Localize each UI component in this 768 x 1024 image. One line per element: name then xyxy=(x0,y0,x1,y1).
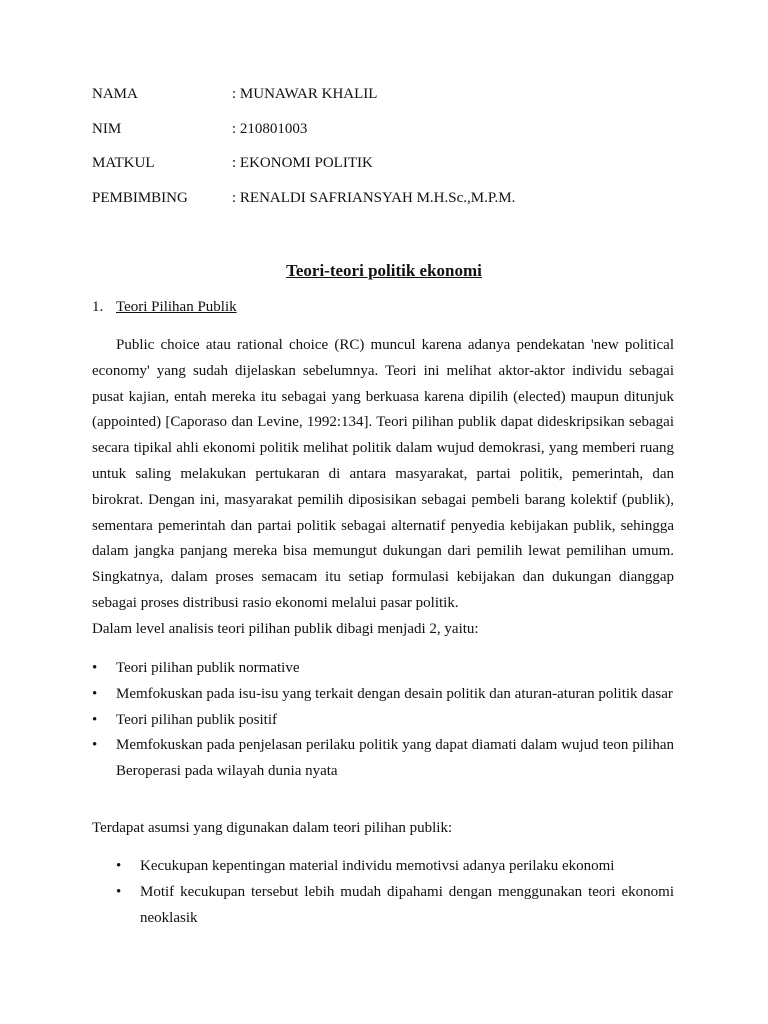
list-item-text: Teori pilihan publik positif xyxy=(116,711,278,728)
section-number: 1. xyxy=(92,299,104,315)
bullet-icon: • xyxy=(116,858,122,874)
info-label: PEMBIMBING xyxy=(92,189,188,206)
list-item-text: Memfokuskan pada penjelasan perilaku politik yang dapat diamati dalam wujud teon pilihan Beroperasi pada wilayah dunia nyata xyxy=(116,737,674,780)
bullet-icon: • xyxy=(92,737,98,754)
section-title: Teori Pilihan Publik xyxy=(116,299,237,315)
info-label: NAMA xyxy=(92,86,138,102)
list-item xyxy=(92,656,674,682)
document-title: Teori-teori politik ekonomi xyxy=(286,261,482,280)
info-label: MATKUL xyxy=(92,155,155,171)
info-label: NIM xyxy=(92,120,122,137)
assumptions-list xyxy=(116,854,674,931)
levels-list xyxy=(92,656,674,785)
list-item-text: Memfokuskan pada isu-isu yang terkait dengan desain politik dan aturan-aturan politik dasar xyxy=(116,685,673,702)
list-item-text: Motif kecukupan tersebut lebih mudah dipahami dengan menggunakan teori ekonomi neoklasik xyxy=(140,883,674,926)
info-value: : EKONOMI POLITIK xyxy=(232,155,373,171)
info-value: : 210801003 xyxy=(232,120,308,137)
list-item xyxy=(92,682,674,708)
list-item xyxy=(116,880,674,932)
info-value: : RENALDI SAFRIANSYAH M.H.Sc.,M.P.M. xyxy=(232,189,516,206)
bullet-icon: • xyxy=(92,711,98,728)
assumptions-intro: Terdapat asumsi yang digunakan dalam teori pilihan publik: xyxy=(92,820,453,836)
levels-intro: Dalam level analisis teori pilihan publik dibagi menjadi 2, yaitu: xyxy=(92,621,479,637)
list-item-text: Kecukupan kepentingan material individu memotivsi adanya perilaku ekonomi xyxy=(140,858,615,874)
info-value: : MUNAWAR KHALIL xyxy=(232,86,378,102)
body-paragraph: Public choice atau rational choice (RC) muncul karena adanya pendekatan 'new political economy' yang sudah dijelaskan sebelumnya. Teori ini melihat aktor-aktor individu sebagai pusat kajian, entah mereka itu sebagai yang berkuasa karena dipilih (elected) maupun ditunjuk (appointed) [Caporaso dan Levine, 1992:134]. Teori pilihan publik dapat dideskripsikan sebagai secara tipikal ahli ekonomi politik melihat politik dalam wujud demokrasi, yang memberi ruang untuk saling melakukan pertukaran di antara masyarakat, partai politik, pemerintah, dan birokrat. Dengan ini, masyarakat pemilih diposisikan sebagai pembeli barang kolektif (publik), sementara pemerintah dan partai politik sebagai alternatif penyedia kebijakan publik, sehingga dalam jangka panjang mereka bisa memungut dukungan dari pemilih lewat pemilihan umum. Singkatnya, dalam proses semacam itu setiap formulasi kebijakan dan dukungan dianggap sebagai proses distribusi rasio ekonomi melalui pasar politik. xyxy=(92,337,674,611)
list-item-text: Teori pilihan publik normative xyxy=(116,660,300,676)
section-heading xyxy=(92,299,237,316)
list-item xyxy=(116,854,674,880)
list-item xyxy=(92,733,674,785)
bullet-icon: • xyxy=(92,660,98,676)
bullet-icon: • xyxy=(92,685,98,702)
bullet-icon: • xyxy=(116,883,122,900)
list-item xyxy=(92,708,674,734)
